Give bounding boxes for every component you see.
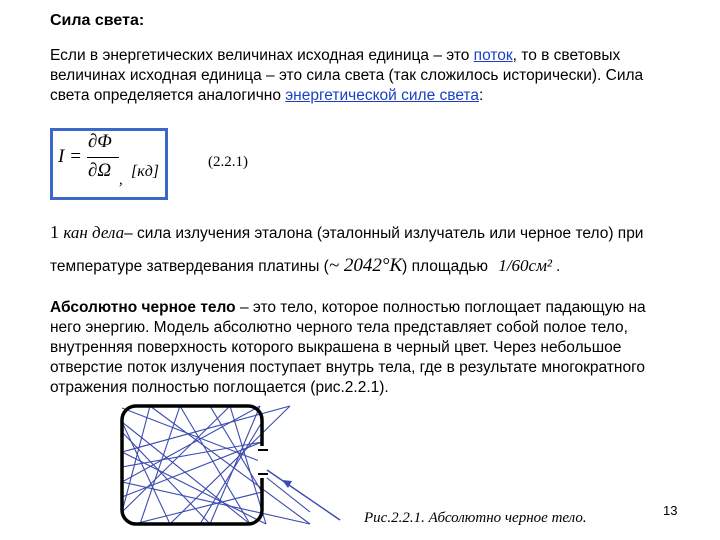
blackbody-term: Абсолютно черное тело xyxy=(50,299,236,316)
temperature-value: ~ 2042°K xyxy=(328,255,403,276)
link-energy-intensity[interactable]: энергетической силе света xyxy=(285,87,479,104)
formula-denominator: ∂Ω xyxy=(88,160,112,181)
blackbody-line-5: отражения полностью поглощается (рис.2.2.1). xyxy=(50,379,389,396)
link-flux[interactable]: поток xyxy=(473,47,513,64)
formula-unit: [кд] xyxy=(131,163,160,180)
formula-lhs: I = xyxy=(58,146,82,167)
intro-line-2: величинах исходная единица – это сила света (так сложилось исторически). Сила xyxy=(50,67,644,84)
candela-one: 1 xyxy=(50,222,59,242)
figure-caption: Рис.2.2.1. Абсолютно черное тело. xyxy=(364,510,587,526)
page-number: 13 xyxy=(663,503,678,518)
blackbody-line-4: отверстие поток излучения поступает внутрь тела, где в результате многократного xyxy=(50,359,646,376)
candela-line-2: температуре затвердевания платины (~ 2042°K) площадью 1/60см² . xyxy=(50,255,561,276)
intro-paragraph xyxy=(50,46,690,106)
blackbody-paragraph xyxy=(50,298,690,398)
section-heading: Сила света: xyxy=(50,12,145,29)
intro-line-3: света определяется аналогично энергетической силе света: xyxy=(50,87,484,104)
fraction-bar xyxy=(87,157,119,158)
candela-line-1: 1 кан дела– сила излучения эталона (эталонный излучатель или черное тело) при xyxy=(50,222,644,242)
intro-line-1: Если в энергетических величинах исходная единица – это поток, то в световых xyxy=(50,47,621,64)
cavity-outline xyxy=(122,406,262,524)
incoming-ray xyxy=(267,470,340,520)
blackbody-line-2: него энергию. Модель абсолютно черного тела представляет собой полое тело, xyxy=(50,319,628,336)
candela-unit-name: кан дела xyxy=(63,223,125,242)
blackbody-figure xyxy=(110,402,350,530)
formula-number: (2.2.1) xyxy=(208,154,248,170)
area-value: 1/60см² xyxy=(498,256,553,275)
blackbody-line-1: Абсолютно черное тело – это тело, которое полностью поглощает падающую на xyxy=(50,299,646,316)
formula-numerator: ∂Φ xyxy=(88,131,112,152)
blackbody-line-3: внутренняя поверхность которого выкрашена в черный цвет. Через небольшое xyxy=(50,339,622,356)
reflection-rays xyxy=(122,406,310,524)
candela-definition xyxy=(50,222,690,277)
formula-comma: , xyxy=(119,172,123,188)
